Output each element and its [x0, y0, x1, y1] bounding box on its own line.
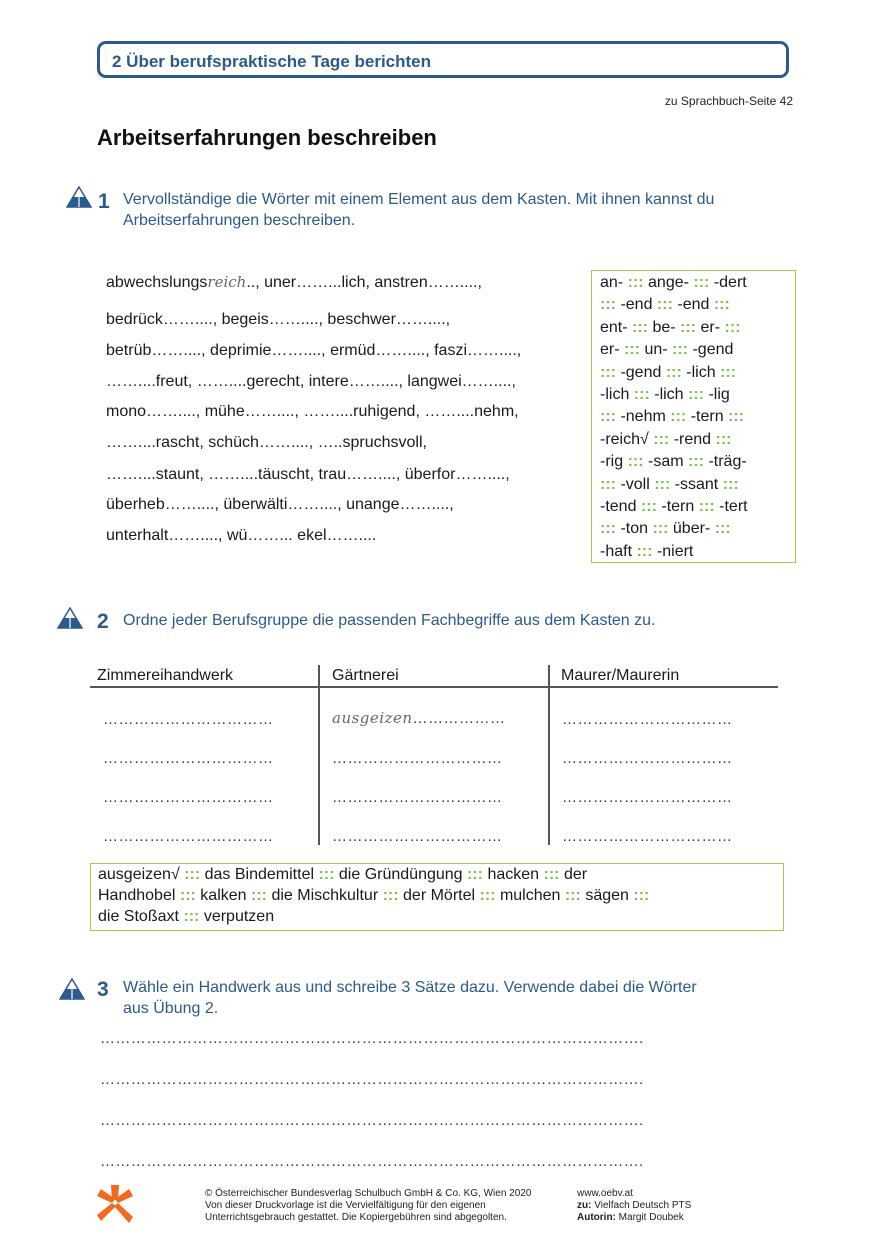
box-term: er- [600, 341, 620, 359]
answer-dots: ……………… [412, 710, 506, 727]
box-term: kalken [200, 887, 247, 904]
footer-zu-label: zu: [577, 1200, 592, 1211]
box-term: verputzen [203, 908, 275, 925]
box-term: -lich [686, 363, 716, 381]
exercise-3-instruction [123, 977, 697, 1019]
separator: ::: [698, 498, 715, 515]
box-term: -gend [692, 341, 734, 359]
separator: ::: [640, 498, 657, 515]
box-line [600, 520, 731, 538]
separator: ::: [688, 386, 705, 403]
box-term: be- [652, 318, 676, 336]
word-line-5: mono……...., mühe……...., ……....ruhigend, ……....nehm, [106, 403, 519, 420]
footer-note-line1: Von dieser Druckvorlage ist die Vervielfältigung für den eigenen [205, 1200, 486, 1211]
box-term: -tert [719, 498, 748, 515]
column-header-maurer: Maurer/Maurerin [561, 667, 680, 684]
separator: ::: [184, 866, 201, 883]
box-term: -ssant [674, 475, 719, 493]
exercise-2-instruction: Ordne jeder Berufsgruppe die passenden Fachbegriffe aus dem Kasten zu. [123, 612, 656, 629]
chapter-title: 2 Über berufspraktische Tage berichten [112, 52, 432, 71]
separator: ::: [600, 408, 616, 426]
box-line [600, 386, 730, 404]
exercise-3-instruction-line2: aus Übung 2. [123, 1000, 219, 1017]
difficulty-pyramid-icon [57, 607, 83, 629]
separator: ::: [713, 296, 730, 314]
exercise-1-number: 1 [98, 190, 110, 213]
box-term: -voll [620, 475, 650, 493]
column-header-zimmereihandwerk: Zimmereihandwerk [97, 667, 234, 684]
box-line [600, 319, 740, 337]
handwritten-example: reich [207, 273, 247, 291]
answer-line[interactable]: …………………………… [562, 750, 733, 767]
box-term: der Mörtel [403, 887, 476, 904]
word-line-9: unterhalt……...., wü……... ekel…….... [106, 527, 377, 544]
box-term: an- [600, 274, 624, 291]
box-term: -tend [600, 498, 637, 515]
box-term: -reich√ [600, 430, 649, 448]
chapter-header [97, 41, 789, 78]
box-term: -haft [600, 542, 633, 560]
box-term: -rend [673, 430, 712, 448]
separator: ::: [688, 453, 704, 471]
word-line-8: überheb……...., überwälti……...., unange……...., [106, 496, 454, 513]
separator: ::: [624, 341, 640, 359]
separator: ::: [652, 520, 669, 538]
box-line [600, 408, 744, 426]
box-line [98, 887, 649, 905]
separator: ::: [600, 475, 616, 493]
box-term: -end [620, 296, 653, 314]
answer-line[interactable]: …………………………… [332, 750, 503, 767]
box-term: -end [677, 296, 710, 314]
separator: ::: [627, 453, 644, 471]
separator: ::: [251, 887, 267, 904]
box-term: er- [700, 318, 721, 336]
box-line [600, 364, 736, 382]
exercise-3-instruction-line1: Wähle ein Handwerk aus und schreibe 3 Sätze dazu. Verwende dabei die Wörter [123, 979, 697, 996]
separator: ::: [680, 318, 697, 336]
footer-copyright: © Österreichischer Bundesverlag Schulbuch GmbH & Co. KG, Wien 2020 [205, 1188, 532, 1199]
box-term: un- [644, 341, 668, 359]
footer-zu-value: Vielfach Deutsch PTS [594, 1200, 692, 1211]
separator: ::: [728, 408, 745, 426]
word-prefix: abwechslungs [106, 274, 208, 291]
separator: ::: [543, 866, 560, 883]
box-term: sägen [585, 887, 629, 904]
answer-line-example[interactable] [332, 709, 506, 727]
writing-line[interactable]: ……………………………………………………………………………………………. [100, 1112, 644, 1129]
exercise-1-instruction-line1: Vervollständige die Wörter mit einem Element aus dem Kasten. Mit ihnen kannst du [123, 191, 715, 208]
answer-line[interactable]: …………………………… [103, 750, 274, 767]
separator: ::: [467, 866, 483, 883]
box-term: -nehm [620, 408, 666, 426]
box-term: die Mischkultur [271, 887, 379, 904]
separator: ::: [600, 520, 616, 538]
box-line [600, 476, 739, 494]
box-line [600, 453, 747, 471]
word-line-7: ……....staunt, ……....täuscht, trau……...., überfor……...., [106, 466, 510, 483]
box-line [98, 866, 587, 884]
separator: ::: [479, 887, 496, 904]
box-term: die Gründüngung [338, 866, 463, 883]
box-line [600, 296, 730, 314]
box-term: -rig [600, 453, 624, 471]
box-term: -ton [620, 520, 649, 538]
box-term: -gend [620, 363, 662, 381]
footer-website[interactable]: www.oebv.at [577, 1188, 633, 1199]
box-line [600, 274, 747, 292]
separator: ::: [715, 430, 732, 448]
word-line-6: ……....rascht, schüch……...., …..spruchsvoll, [106, 434, 427, 451]
separator: ::: [627, 274, 644, 291]
answer-line[interactable]: …………………………… [332, 828, 503, 845]
box-term: das Bindemittel [204, 866, 315, 883]
box-line [600, 431, 731, 449]
separator: ::: [183, 908, 200, 925]
answer-line[interactable]: …………………………… [103, 828, 274, 845]
answer-line[interactable]: …………………………… [103, 711, 274, 728]
answer-line[interactable]: …………………………… [103, 789, 274, 806]
separator: ::: [665, 363, 682, 381]
box-term: der [563, 866, 588, 883]
answer-line[interactable]: …………………………… [562, 711, 733, 728]
exercise-1-instruction-line2: Arbeitserfahrungen beschreiben. [123, 212, 356, 229]
separator: ::: [179, 887, 196, 904]
separator: ::: [633, 386, 650, 403]
footer-author-value: Margit Doubek [618, 1212, 684, 1223]
separator: ::: [693, 274, 710, 291]
separator: ::: [724, 318, 741, 336]
separator: ::: [636, 542, 653, 560]
footer-note-line2: Unterrichtsgebrauch gestattet. Die Kopiergebühren sind abgegolten. [205, 1212, 507, 1223]
separator: ::: [670, 408, 687, 426]
separator: ::: [656, 296, 673, 314]
page-reference: zu Sprachbuch-Seite 42 [664, 94, 793, 108]
separator: ::: [714, 520, 731, 538]
box-term: über- [672, 520, 711, 538]
box-line [600, 341, 733, 359]
box-term: -sam [648, 453, 684, 471]
box-term: ausgeizen√ [98, 866, 180, 883]
answer-line[interactable]: …………………………… [562, 789, 733, 806]
table-column-divider [548, 665, 550, 845]
separator: ::: [653, 430, 670, 448]
box-term: -tern [661, 498, 695, 515]
footer-legal [205, 1188, 531, 1224]
box-term: -lich [654, 386, 684, 403]
difficulty-pyramid-icon [59, 978, 85, 1000]
word-line-4: ……....freut, ……....gerecht, intere……...., langwei……...., [106, 373, 516, 390]
box-term: ent- [600, 318, 628, 336]
word-line-1 [106, 273, 482, 292]
technical-terms-box [90, 863, 784, 931]
box-term: -lich [600, 386, 630, 403]
separator: ::: [720, 363, 737, 381]
exercise-1-instruction [123, 189, 714, 231]
table-column-divider [318, 665, 320, 845]
exercise-2-number: 2 [97, 610, 109, 633]
box-line [98, 908, 274, 926]
exercise-3-number: 3 [97, 978, 109, 1001]
box-term: ange- [648, 274, 689, 291]
separator: ::: [600, 296, 616, 314]
footer-info [577, 1188, 691, 1224]
separator: ::: [382, 887, 399, 904]
table-header-rule [90, 686, 778, 688]
footer-author-label: Autorin: [577, 1212, 616, 1223]
separator: ::: [654, 475, 671, 493]
answer-line[interactable]: …………………………… [332, 789, 503, 806]
writing-line[interactable]: ……………………………………………………………………………………………. [100, 1030, 644, 1047]
box-term: -träg- [708, 453, 747, 471]
separator: ::: [600, 363, 616, 381]
box-term: -lig [708, 386, 730, 403]
separator: ::: [633, 887, 650, 904]
answer-line[interactable]: …………………………… [562, 828, 733, 845]
writing-line[interactable]: ……………………………………………………………………………………………. [100, 1071, 644, 1088]
word-line-2: bedrück……...., begeis……...., beschwer……...., [106, 311, 451, 328]
box-term: die Stoßaxt [98, 908, 179, 925]
box-term: hacken [487, 866, 540, 883]
separator: ::: [318, 866, 335, 883]
word-element-box [591, 270, 796, 563]
page-title: Arbeitserfahrungen beschreiben [97, 125, 437, 150]
publisher-logo-icon [97, 1185, 133, 1223]
handwritten-example: ausgeizen [332, 709, 413, 727]
box-term: -tern [690, 408, 724, 426]
separator: ::: [722, 475, 739, 493]
column-header-gaertnerei: Gärtnerei [332, 667, 399, 684]
box-term: Handhobel [98, 887, 176, 904]
box-line [600, 543, 693, 561]
separator: ::: [564, 887, 581, 904]
box-term: -niert [656, 542, 694, 560]
separator: ::: [672, 341, 689, 359]
box-line [600, 498, 748, 516]
difficulty-pyramid-icon [66, 186, 92, 208]
word-suffix: .., uner……...lich, anstren……...., [246, 274, 482, 291]
box-term: mulchen [499, 887, 561, 904]
writing-line[interactable]: ……………………………………………………………………………………………. [100, 1153, 644, 1170]
word-line-3: betrüb……...., deprimie……...., ermüd……...., faszi……...., [106, 342, 522, 359]
box-term: -dert [713, 274, 747, 291]
separator: ::: [632, 318, 649, 336]
